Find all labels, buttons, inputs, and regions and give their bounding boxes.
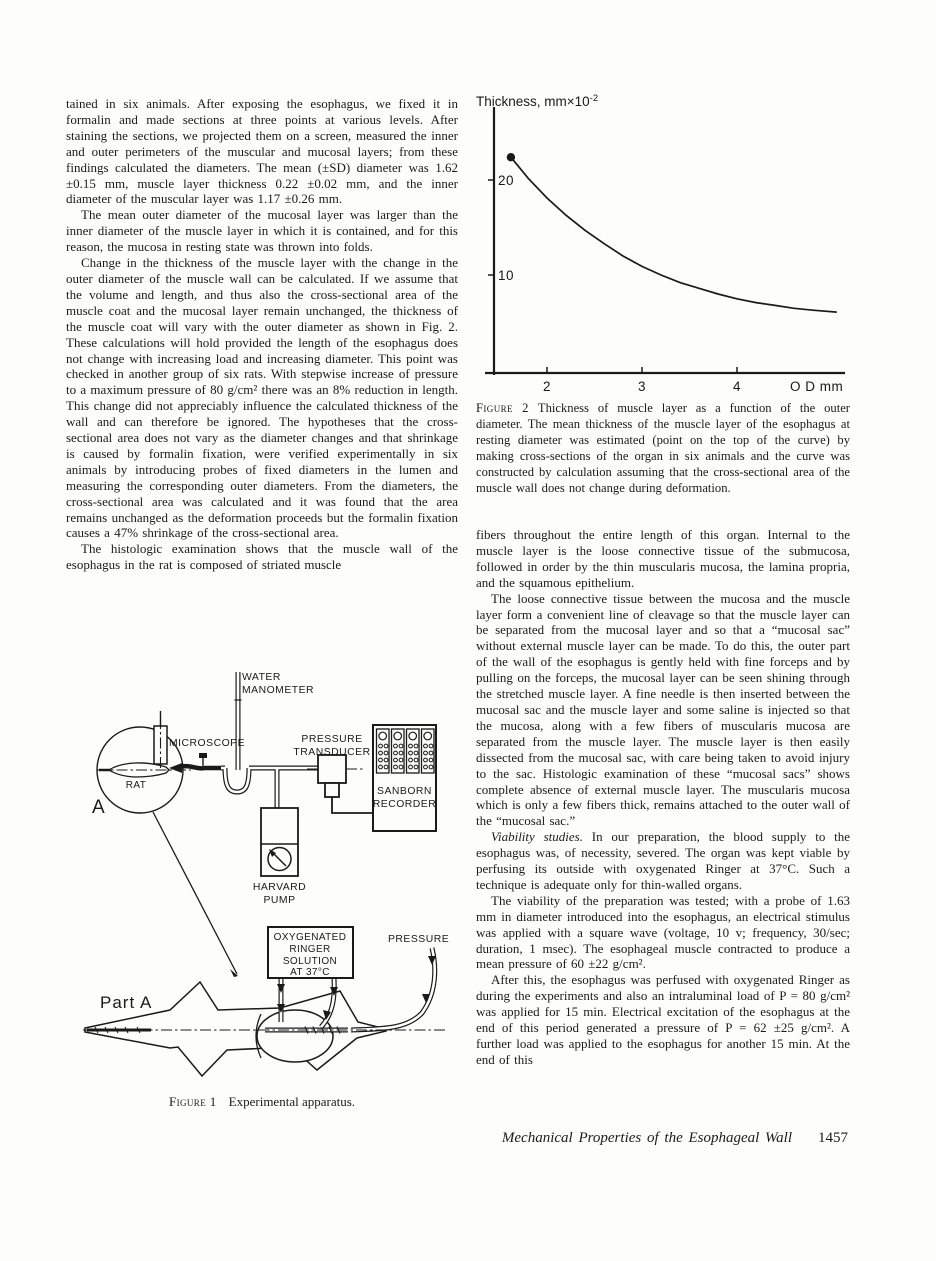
paragraph-text: In our preparation, the blood supply to the esophagus was, of necessity, severed. The organ was kept viable by perfusing its outside with oxygenated Ringer at 37°C. Such a technique is adequate only for thin-walled organs. (476, 829, 850, 892)
stopcock (199, 753, 207, 766)
page-footer (440, 1130, 848, 1147)
x-tick-label-3: 3 (637, 379, 647, 394)
figure1-apparatus-diagram (55, 666, 455, 1111)
y-axis-title: Thickness, $mm\times 10^{-2}$ (476, 93, 599, 109)
ringer-label-line2: RINGER (289, 944, 331, 955)
microscope (154, 711, 167, 769)
pump-label-line2: PUMP (263, 895, 296, 906)
x-axis-title: O D mm (790, 379, 844, 394)
paragraph: The loose connective tissue between the mucosa and the muscle layer form a convenient line of cleavage so that the muscle layer can be separated from the mucosal layer and so that a “mucosal sac” without external muscle layer can be made. To do this, the outer part of the wall of the esophagus is gently held with fine forceps and by pulling on the forceps, the mucosal layer can be seen shining through the stretched muscle layer. A fine needle is then inserted between the mucosal sac and the muscle layer and some saline is injected so that the mucosa, along with a few fibers of muscularis mucosa are separated from the muscle layer. The muscle layer is then easily dissected from the mucosal sac, with care being taken to avoid injury to the sac. Histologic examination of these “mucosal sacs” shows complete absence of external muscle layer. The muscularis mucosa which is only a few fibers thick, remains attached to the outer wall of the “mucosal sac.” (476, 590, 850, 829)
x-tick-label-2: 2 (542, 379, 552, 394)
pressure-label: PRESSURE (388, 934, 450, 945)
harvard-pump (261, 808, 298, 876)
page-number: 1457 (818, 1130, 848, 1146)
paragraph: The viability of the preparation was tested; with a probe of 1.63 mm in diameter introduced into the esophagus, an electrical stimulus was applied with a square wave (voltage, 10 v; frequency, 30/sec; duration, 1 msec). The esophageal muscle contracted to produce a mean pressure of 60 ±22 g/cm². (476, 892, 850, 972)
pump-label-line1: HARVARD (252, 882, 307, 893)
water-manometer-label-line1: WATER (242, 672, 281, 683)
paragraph: The mean outer diameter of the mucosal layer was larger than the inner diameter of the muscle layer in which it is contained, and for this reason, the mucosa in resting state was thrown into folds. (66, 207, 458, 255)
paragraph: After this, the esophagus was perfused with oxygenated Ringer as during the experiments and also an intraluminal load of P = 80 g/cm² was applied for 15 min. Electrical excitation of the esophagus at the end of this period generated a pressure of P = 62 ±25 g/cm². A further load was applied to the esophagus for another 15 min. At the end of this (476, 972, 850, 1067)
paragraph (476, 829, 850, 893)
fig2-curve (511, 157, 837, 312)
paragraph: The histologic examination shows that the muscle wall of the esophagus in the rat is composed of striated muscle (66, 541, 458, 573)
rubber-tube-dark (179, 766, 223, 768)
balloon-arrow (169, 763, 182, 773)
paragraph: fibers throughout the entire length of this organ. Internal to the muscle layer is the loose connective tissue of the submucosa, followed in order by the thin muscularis mucosa, the lamina propria, and the squamous epithelium. (476, 527, 850, 590)
figure2-caption-label: Figure 2 (476, 401, 529, 415)
ringer-label-line1: OXYGENATED (273, 932, 347, 943)
part-a-label: Part A (100, 993, 153, 1012)
sanborn-recorder (373, 725, 436, 831)
recorder-label-line2: RECORDER (372, 799, 437, 810)
rat-label: RAT (125, 780, 147, 791)
running-title: Mechanical Properties of the Esophageal Wall (501, 1130, 792, 1146)
figure1-caption-text: Experimental apparatus. (228, 1094, 356, 1109)
figure2-chart (474, 93, 849, 395)
water-manometer-label-line2: MANOMETER (242, 685, 315, 696)
transducer-label-line2: TRANSDUCER (293, 747, 371, 758)
paragraph: tained in six animals. After exposing the esophagus, we fixed it in formalin and made sections at three points at various levels. After staining the sections, we projected them on a screen, measured the inner and outer perimeters of the muscular and mucosal layers; from these findings calculated the diameters. The mean (±SD) diameter was 1.62 ±0.15 mm, muscle layer thickness 0.22 ±0.02 mm, and the inner diameter of the muscular layer was 1.17 ±0.26 mm. (66, 96, 458, 207)
figure1-caption-label: Figure 1 (168, 1094, 217, 1109)
transducer-label-line1: PRESSURE (301, 734, 363, 745)
paragraph-italic-lead: Viability studies. (491, 829, 583, 845)
a-marker-label: A (92, 797, 105, 818)
paragraph: Change in the thickness of the muscle layer with the change in the outer diameter of the muscle wall can be calculated. If we assume that the volume and length, and thus also the cross-sectional area of the muscle coat and the mucosal layer remain unchanged, the thickness of the muscle coat will vary with the outer diameter as shown in Fig. 2. These calculations will hold provided the length of the esophagus does not change with increasing load and increasing diameter. This point was checked in another group of six rats. With stepwise increase of pressure to a maximum pressure of 80 g/cm² there was an 8% reduction in length. This change did not appreciably influence the calculated thickness of the wall and can therefore be ignored. The hypotheses that the cross-sectional area does not vary as the diameter changes and that shrinkage is caused by formalin fixation, were verified experimentally in six animals by introducing probes of fixed diameters in the lumen and measuring the corresponding outer diameters. From the diameters, the cross-sectional area was calculated and it was found that the area remains unchanged as the deformation proceeds but the formalin fixation causes a 47% shrinkage of the cross-sectional area. (66, 255, 458, 541)
right-column (476, 527, 850, 1068)
pressure-transducer (307, 755, 373, 813)
x-tick-label-4: 4 (732, 379, 742, 394)
callout-line (153, 812, 237, 974)
y-tick-label-10: 10 (498, 268, 515, 283)
ringer-label-line3: SOLUTION (282, 956, 338, 967)
left-column (66, 96, 458, 573)
microscope-label: MICROSCOPE (169, 738, 246, 749)
figure1-caption (66, 1094, 458, 1110)
pressure-tube (351, 948, 435, 1030)
ringer-label-line4: AT 37°C (290, 967, 330, 978)
fig2-start-point (507, 153, 515, 161)
abdominal-opening (257, 1010, 333, 1062)
figure2-caption-text: Thickness of muscle layer as a function of the outer diameter. The mean thickness of the muscle layer of the esophagus at resting diameter was estimated (point on the top of the curve) by making cross-sections of the organ in six animals and the curve was constructed by calculation assuming that the cross-sectional area of the muscle wall does not change during deformation. (476, 401, 850, 495)
y-tick-label-20: 20 (498, 173, 515, 188)
figure2-caption (476, 400, 850, 496)
recorder-label-line1: SANBORN (377, 786, 432, 797)
